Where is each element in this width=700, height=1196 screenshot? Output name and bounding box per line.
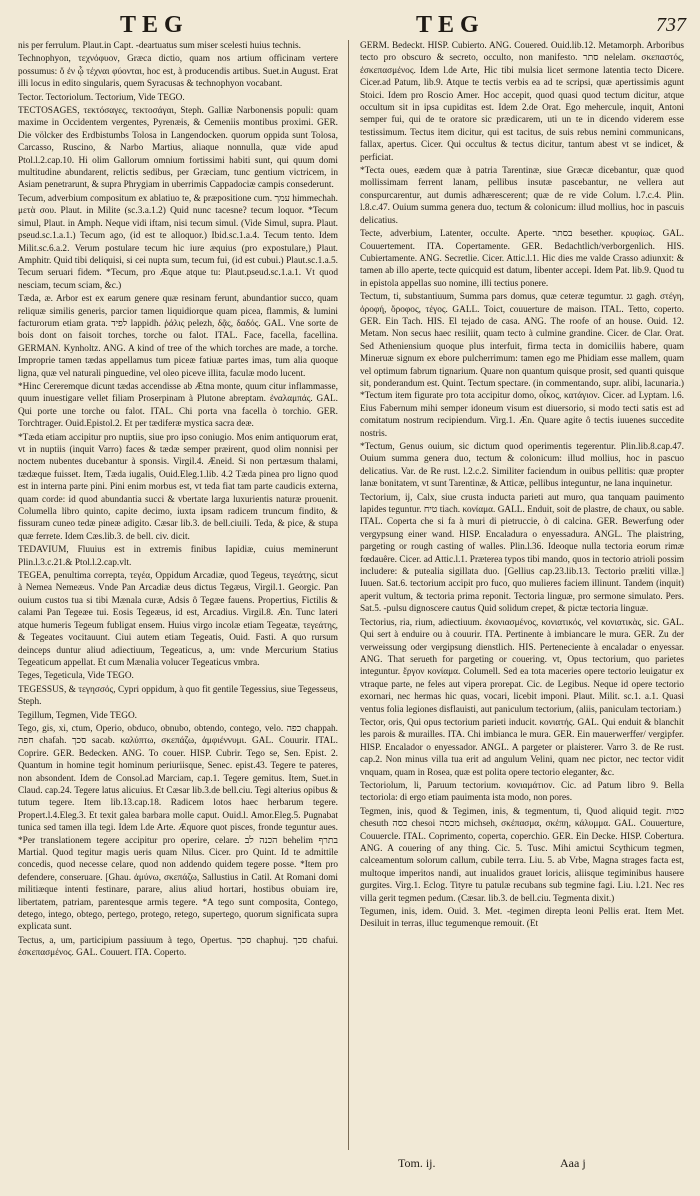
- dictionary-entry: Tecum, adverbium compositum ex ablatiuo te, & præpositione cum. עמך himmechah. μετὰ σου. Plaut. in Milite (sc.3.a.1.2) Quid nunc tacesne? tecum loquor. *Tecum simul, Plaut. in Amph. Neque vidi iftam, nisi tecum simul. (Vide Simul, supra. Plaut. pseud.sc.1.a.1.) Tecum ago, (id est te alloquor.) Ibid.sc.1.a.4. Tecum tento. Idem Milit.sc.6.a.2. Verum postulare tecum hic iure æquius (pro expostulare,) Plaut. Amphitr. Quid tibi deliquisi, si cei nupta sum, tecum fui, (id est cubui.) Plaut.sc.1.a.5. Tecum seruari fidem. *Tecum, pro Æque atque tu: Plaut.pseud.sc.1.a.1. Vt quod nesciam, tecum sciam, &c.): [18, 193, 338, 291]
- signature-mark: Tom. ij.: [398, 1156, 436, 1170]
- dictionary-entry: Tego, gis, xi, ctum, Operio, obduco, obnubo, obtendo, contego, velo. כפה chappah. חפה chafah. סכך sacab. καλύπτω, σκεπάζω, ἀμφιέννυμι. GAL. Couurir. ITAL. Coprire. GER. Bedecken. ANG. To couer. HISP. Cubrir. Tego se, Sen. Epist. 2. Quantum in homine tegit hominum periuriisque, Senec. epist.43. Tegere te pateres, non absondent. Idem de Consol.ad Marciam, cap.1. Tegere gemitus. Item, Suet.in Claud. cap.24. Tegere latus alicuius. Et Cæsar lib.3.de bell.ciu. Tegi alterius opibus & tutum tegere. Item lib.13.cap.18. Radicem lotos haec herbarum tegere. Propert.l.4.Eleg.3. Et texit galea barbara molle caput. Ouid.l. Amor.Eleg.5. Pugnabat tunica sed tamen illa tegi. Idem l.de Arte. Æquore quot pisces, fronde teguntur aues. *Per translationem tegere accipitur pro operire, celare. הכנה לב behelim בתרף Martial. Quod tegitur magis ueris quam Nilus. Cicer. pro Quint. Id te admittile concedis, quod necesse celare, quod non addendo quidem tegere posse. *Item pro defendere, conseruare. [Ghau. ἀμύνω, σκεπάζω, Sallustius in Catil. At Romani domi militiæque intenti festinare, parare, alius aliud hortari, hostibus obuiam ire, libertatem, patriam, parentesque armis tegere. *A tego sunt composita, Contego, detego, intego, obtego, pertego, protego, retego, supertego, quorum significata supra explicata sunt.: [18, 723, 338, 933]
- dictionary-entry: *Tæda etiam accipitur pro nuptiis, siue pro ipso coniugio. Mos enim antiquorum erat, vt in nuptiis (inquit Varro) faces & tædæ semper præirent, quod olim nonnisi per noctem nubentes ducebantur à sponsis. Virgil.4. Æneid. Si non pertæsum thalami, tædæque fuisset. Item, Tæda iugalis, Ouid.Eleg.1.lib. 4.2 Tæda pinea pro ligno quod est in interna parte pini. Pini enim morbus est, vt teda fiat tam parte caudicis externa, quam corde: id quod abundantia succi & vbertate larga luxurientis naturæ prouenit. Columella libro quinto, capite decimo, iuxta ipsam radicem truncum findito, & fissuram cuneo tedæ pineæ adigito. Cæsar lib.3. de bell.ciuili. Teda, & pice, & stupa quæ ferrete. Idem Cæs.lib.3. de bell. civ. dicit.: [18, 432, 338, 542]
- dictionary-entry: Tæda, æ. Arbor est ex earum genere quæ resinam ferunt, abundantior succo, quam reliquæ similis generis, parcior tamen liquidiorque quam picea, flammis, & lumini facturorum etiam grata. לפיד lappidh. ῥάλις pelezh, δᾷς, δαδός. GAL. Vne sorte de bois dont on faisoit torches, torche ou falot. ITAL. Face, facella, facellina. GERMAN. Kynholtz. ANG. A kind of tree of the which torches are made, a torche. Improprie tamen tædas appellamus tum piceæ fatiuæ partes imas, tum alia quoque ligna, quæ vel naturali pinguedine, vel oleo piceve illita, faculæ modo lucent.: [18, 294, 338, 379]
- dictionary-entry: Tectoriolum, li, Paruum tectorium. κονιαμάτιον. Cic. ad Patum libro 9. Bella tectoriola: di ergo etiam pauimenta ista modo, non pores.: [360, 780, 684, 804]
- dictionary-entry: Tegmen, inis, quod & Tegimen, inis, & tegmentum, ti, Quod aliquid tegit. כסות chesuth כסה chesoi מכסה michseh, σκέπασμα, σκέπη, κάλυμμα. GAL. Couuerture, Couuercle. ITAL. Coprimento, coperta, coperchio. GER. Ein Decke. HISP. Cobertura. ANG. A couering of any thing. Cic. 5. Tusc. Mihi amictui Scythicum tegmen, calceamentum solorum callum, cubile terra. Liu. 5. ab Vrbe, Magna strages facta est, multoque imperitos nandi, aut inualidos grauet loricis, aliisque tegiminibus hausere gurgites. Virg.1. Eclog. Tityre tu patulæ recubans sub tegmine fagi. Liu. l.21. Nec res villa gerit tegmen pedum. (Cæsar. lib.3. de bell.ciu. Tegmenta dixit.): [360, 806, 684, 904]
- running-headword-right: TEG: [416, 12, 485, 38]
- page-footer: [0, 1156, 700, 1186]
- dictionary-entry: Technophyon, τεχνόφυον, Græca dictio, quam nos artium officinam vertere possumus: ὅ ἐν ᾧ τέχναι φύονται, hoc est, à producendis artibus. Suet.in August. Erat illi locus in edito singularis, quem Syracusas & technophyon vocabant.: [18, 54, 338, 90]
- dictionary-entry: GERM. Bedeckt. HISP. Cubierto. ANG. Couered. Ouid.lib.12. Metamorph. Arboribus tecto pro obscuro & secreto, occulto, non manifesto. סתר nelelam. σκεπαστός, ἐσκεπασμένος. Idem l.de Arte, Hic tibi mulsia licet sermone latentia tecto Dicere. Cicer.ad Patum, lib.9. Atque te tectis verbis ea ad te scripsi, quæ apertissimis agunt Stoici. Idem pro Roscio Amer. Hoc accepit, quod quasi quod tectum dicitur, atque occultum sit in ipsa cupiditas est. Idem 2.de Orat. Ego mehercule, inquit, Antoni semper fui, qui de te oratore sic prædicarem, uti un te in dicendo viderem esse testissimum. Tectus item dicitur, qui est tacitus, de suis rebus nemini communicans, fallax, apertus. Cicer. Qui occultus & tectus dicitur, tantum abest vt se indicet, & perficiat.: [360, 41, 684, 163]
- page-number: 737: [656, 14, 686, 36]
- dictionary-entry: Tectorium, ij, Calx, siue crusta inducta parieti aut muro, qua tanquam pauimento lapides teguntur. טיח tiach. κονίαμα. GALL. Enduit, soit de plastre, de chaux, ou sable. ITAL. Coperta che si fa à muri di pietruccie, ò di calcina. GER. Bewerfung oder vergypsung einer wand. HISP. Encaladura o enyessadura. ANGL. The plaistring, pargeting or rough casting of walles. Plin.l.36. Ideoque nulla tectoria eorum rimæ fœdauêre. Cicer. ad Attic.l.1. Præterea typos tibi mando, quos in tectorio atrioli possim includere: & putealia sigillata duo. [Gellius cap.23.lib.13. Tectorio præliti villæ.] Iuuen. Sat.6. tectorium accipit pro fuco, quo mulieres faciem illinunt. Tandem (inquit) aperit vultum, & tectoria prima reponit. Tectoria linguæ, pro sermone simulato. Pers. Sat.5. -pulsu dignoscere cautus Quid solidum crepet, & pictæ tectoria linguæ.: [360, 492, 684, 615]
- catchword: Aaa j: [560, 1156, 586, 1170]
- running-headword-left: TEG: [120, 12, 189, 38]
- page-header: [0, 10, 700, 38]
- column-divider: [348, 40, 349, 1150]
- dictionary-entry: nis per ferrulum. Plaut.in Capt. -deartuatus sum miser scelesti huius technis.: [18, 41, 301, 51]
- dictionary-entry: TEDAVIUM, Fluuius est in extremis finibus Iapidiæ, cuius meminerunt Plin.l.3.c.21.& Ptol.l.2.cap.vlt.: [18, 545, 338, 568]
- left-column: [18, 40, 338, 1150]
- dictionary-entry: TEGESSUS, & τεγησσός, Cypri oppidum, à quo fit gentile Tegessius, siue Tegesseus, Steph.: [18, 684, 338, 708]
- dictionary-entry: TEGEA, penultima correpta, τεγέα, Oppidum Arcadiæ, quod Tegeus, τεγεάτης, sicut à Nemea Nemeæus. Vnde Pan Arcadiæ deus dictus Tegæus, Virgil.1. Georgic. Pan ouium custos tua si tibi Mænala curæ, Adsis ô Tegæe fauens. Propertius, Fictilis & calami Pan Tegeæe tui. Eosis Tegeæus, id est, Arcadius. Virgil.8. Æn. Tunc lateri atque humeris Tegeum fubligat ensem. Huius virgo incolæ etiam Tegeatæ, τεγεάτης, & Tegeates vocitauunt. Ciui autem etiam Tegeatis, Ouid. Fasti. A quo rursum deinceps duntur aliud adiectiuum, Tegeaticus, a, um: vnde Mercurium Statius Tegeaticum appellat. Et cum Mænalia volucer Tegeaticus vmbra.: [18, 571, 338, 668]
- dictionary-entry: Tectus, a, um, participium passiuum à tego, Opertus. סכך chaphuj. סכך chafui. ἐσκεπασμένος. GAL. Couuert. ITA. Coperto.: [18, 935, 338, 959]
- dictionary-entry: TECTOSAGES, τεκτόσαγες, τεκτοσάγαι, Steph. Galliæ Narbonensis populi: quam maxime in Occidentem vergentes, Pyrenæis, & Cemeniis montibus proximi. GER. Die völcker des Erdbistumbs Tolosa in Langendocken. quorum oppida sunt Tolosa, Carcasso, Ruscino, & Narbo Martius, aliaque nonnulla, quæ vide apud Ptol.l.2.cap.10. Hi olim Gallorum omnium fortissimi habiti sunt, qui quum domi multitudine abundarent, relictis sedibus, per Græciam, tunc gentium victricem, in Asiam penetrarunt, & supra Phrygiam in uberrimis Cappadociæ campis consederunt.: [18, 106, 338, 191]
- dictionary-entry: *Hinc Cereremque dicunt tædas accendisse ab Ætna monte, quum citur inflammasse, quum inuestigare vellet filiam Proserpinam à Plutone abreptam. ἐναλαμπάς. GAL. Qui porte une torche ou falot. ITAL. Chi porta vna facella ò torchio. GER. Torchtrager. Ouid.Epistol.2. Et per tædiferæ mystica sacra deæ.: [18, 381, 338, 430]
- dictionary-entry: Tector. Tectoriolum. Tectorium, Vide TEGO.: [18, 92, 185, 103]
- dictionary-entry: Tegillum, Tegmen, Vide TEGO.: [18, 710, 137, 721]
- dictionary-entry: Teges, Tegeticula, Vide TEGO.: [18, 671, 134, 682]
- dictionary-entry: *Tecta oues, eædem quæ à patria Tarentinæ, siue Græcæ dicebantur, quæ quod mollissimam ferrent lanam, pellibus insutæ pascebantur, ne vellera aut conspurcarentur, aut dumis adhærescerent; quæ de re vide Colum. l.7.c.4. Plin. l.8.c.47. Ouium summa genera duo, tectum & colonicum: illud mollius, hoc in pascuis delicatius.: [360, 166, 684, 226]
- dictionary-entry: Tegumen, inis, idem. Ouid. 3. Met. -tegimen direpta leoni Pellis erat. Item Met. Desiluit in terras, illuc tegumenque remouit. (Et: [360, 907, 684, 930]
- dictionary-entry: Tectum, ti, substantiuum, Summa pars domus, quæ ceteræ tegumtur. גג gagh. στέγη, ὀροφή, ὄροφος, τέγος. GALL. Toict, couuerture de maison. ITAL. Tetto, coperto. GER. Ein Tach. HIS. El tejado de casa. ANG. The roofe of an house. Ouid. 12. Metam. Non secus haec resiliit, quam tecto à culmine grandine. Cicer. de Clar. Orat. Sed Atheniensium quoque plus interfuit, firma tecta in domiciliis habere, quam Mineruæ signum ex ebore pulcherrimum: tamen ego me Phidiam esse mallem, quam vel optimum fabrum tignarium. Quare non quantum quisque prosit, sed quanti quisque sit, ponderandum est. Quint. Tectum spectare. (in commentando, supr. alibi, lacunaria.) *Tectum item figurate pro tota accipitur domo, οἶκος, κατάγιον. Cicer. ad Lyptam. l.6. Eius Fabernum mihi semper idoneum visum est diuersorio, si modo tecti satis est ad comitatum nostrum recipiendum. Virg.1. Æn. Quare agite ô tectis iuuenes succedite nostris.: [360, 292, 684, 439]
- dictionary-entry: *Tectum, Genus ouium, sic dictum quod operimentis tegerentur. Plin.lib.8.cap.47. Ouium summa genera duo, tectum & colonicum: illud mollius, hoc in pascuo delicatius. Var. de Re rust. l.2.c.2. Similiter faciendum in ouibus pellitis: quæ propter lanæ bonitatem, vt sunt Tarentinæ, & Atticæ, pellibus integuntur, ne lana inquinetur.: [360, 442, 684, 490]
- dictionary-entry: Tectorius, ria, rium, adiectiuum. ἐκονιασμένος, κονιατικός, vel κονιατικὰς, sic. GAL. Qui sert à enduire ou à couurir. ITA. Pertinente à imbiancare le mura. GER. Zu der verweissung oder vergipsung dienstlich. HIS. Perteneciente à encaladar o enyessar. ANG. That serueth for pargeting or couering. vt, Opus tectorium, quo parietes integuntur. ἔργον κονίαμα. Columell. Sed ea tota maceries opere tectorio leuigatur ex vtraque parte, ne feles aut vipera prorepat. Cic. de Legibus. Neque id opere tectorio exornari, nec hermas hic quas, vocari, licebit imponi. Plaut. Milit. sc.1. a.1. Quasi ventus folia legiones disflauisti, aut paniculum tectorium, (aliis, paniculam tectoriam.): [360, 617, 684, 715]
- right-column: [360, 40, 684, 1150]
- dictionary-entry: Tector, oris, Qui opus tectorium parieti inducit. κονιατής. GAL. Qui enduit & blanchit les parois & murailles. ITA. Chi imbianca le mura. GER. Ein mauerwerffer/ vergipfer. HISP. Encalador o enyessador. ANGL. A pargeter or plaisterer. Varro 3. de Re rust. cap.2. Non minus villa tua erit ad angulum Velini, quam nec pictor, nec tector vidit vnquam, quam in Rosea, quæ est polita opere tectorio eleganter, &c.: [360, 717, 684, 778]
- dictionary-entry: Tecte, adverbium, Latenter, occulte. Aperte. בסתר besether. κρυφίως. GAL. Couuertement. ITA. Copertamente. GER. Bedachtlich/verborgenlich. HIS. Cubiertamente. ANG. Secretlie. Cicer. Attic.l.1. Hic dies me valde Crasso adiunxit: & tamen ab illo aperte, tecte quicquid est datum, libenter accepi. Idem Pat. lib.9. Quod tu in epistola appellas suo nomine, illi tectius ponere.: [360, 229, 684, 289]
